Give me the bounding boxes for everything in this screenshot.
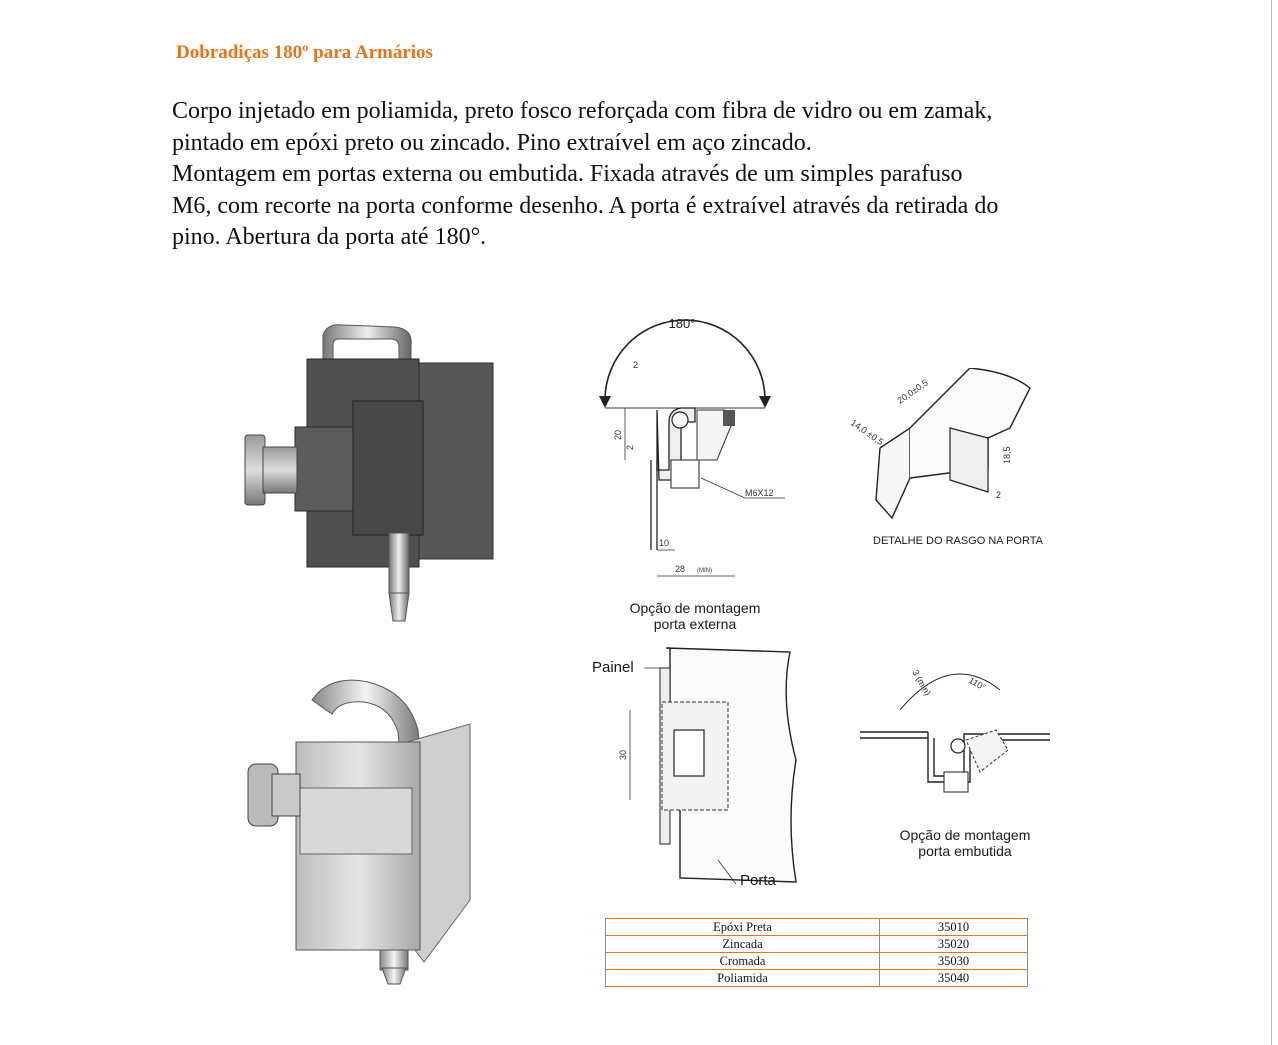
recessed-mount-drawing — [860, 660, 1060, 810]
description-line: Corpo injetado em poliamida, preto fosco reforçada com fibra de vidro ou em zamak, — [172, 98, 993, 124]
svg-text:20,0±0,5: 20,0±0,5 — [895, 377, 930, 406]
code-cell: 35030 — [880, 953, 1028, 970]
external-mount-caption — [610, 600, 780, 632]
finish-cell: Zincada — [606, 936, 880, 953]
table-row — [606, 936, 1028, 953]
code-cell: 35020 — [880, 936, 1028, 953]
table-row — [606, 919, 1028, 936]
description-line: M6, com recorte na porta conforme desenho. A porta é extraível através da retirada do — [172, 192, 999, 219]
black-hinge-photo — [235, 315, 505, 635]
finish-cell: Poliamida — [606, 970, 880, 987]
svg-text:28: 28 — [675, 564, 686, 574]
svg-text:18,5: 18,5 — [1002, 446, 1012, 464]
table-row — [606, 953, 1028, 970]
caption-line: Opção de montagem — [629, 600, 761, 616]
caption-line: porta externa — [653, 616, 737, 632]
external-mount-drawing — [585, 310, 785, 580]
finish-cell: Epóxi Preta — [606, 919, 880, 936]
page-border — [1271, 0, 1272, 1045]
svg-text:10: 10 — [659, 538, 670, 548]
description-line: Montagem em portas externa ou embutida. Fixada através de um simples parafuso — [172, 161, 963, 187]
svg-text:110°: 110° — [967, 675, 988, 693]
description-line: pintado em epóxi preto ou zincado. Pino extraível em aço zincado. — [172, 129, 812, 156]
svg-text:20: 20 — [613, 429, 623, 440]
slot-detail-caption: DETALHE DO RASGO NA PORTA — [873, 535, 1043, 547]
finishes-table — [605, 918, 1028, 987]
zinc-hinge-photo — [240, 670, 480, 990]
svg-text:3 (min): 3 (min) — [910, 668, 933, 698]
table-row — [606, 970, 1028, 987]
description — [172, 96, 1092, 254]
panel-view-drawing — [590, 640, 810, 900]
recessed-mount-caption — [880, 827, 1050, 859]
svg-text:30: 30 — [618, 749, 628, 760]
svg-text:(MIN): (MIN) — [697, 568, 712, 574]
code-cell: 35040 — [880, 970, 1028, 987]
door-label: Porta — [740, 872, 776, 889]
description-line: pino. Abertura da porta até 180°. — [172, 224, 487, 250]
caption-line: porta embutida — [918, 843, 1012, 859]
angle-label: 180° — [668, 316, 696, 331]
svg-text:14,0 ±0,5: 14,0 ±0,5 — [848, 417, 886, 448]
caption-line: Opção de montagem — [899, 827, 1031, 843]
svg-text:2: 2 — [633, 360, 639, 370]
svg-text:2: 2 — [996, 490, 1002, 500]
svg-text:M6X12: M6X12 — [745, 488, 774, 498]
panel-label: Painel — [592, 659, 634, 676]
page-title: Dobradiças 180º para Armários — [176, 42, 433, 63]
svg-text:2: 2 — [625, 444, 635, 450]
code-cell: 35010 — [880, 919, 1028, 936]
finish-cell: Cromada — [606, 953, 880, 970]
slot-detail-drawing — [840, 368, 1050, 528]
